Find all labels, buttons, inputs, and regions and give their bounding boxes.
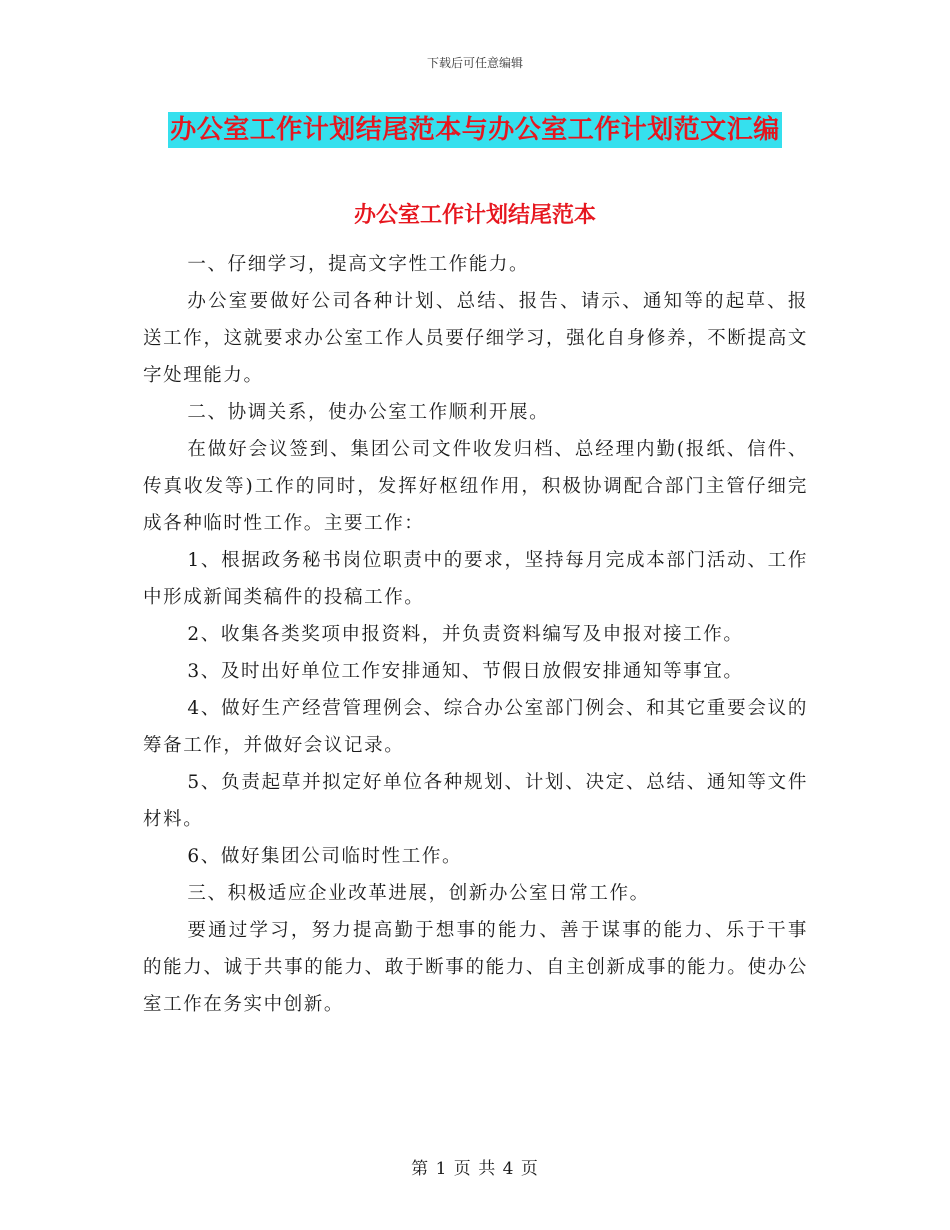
paragraph: 办公室要做好公司各种计划、总结、报告、请示、通知等的起草、报送工作，这就要求办公室工作人员要仔细学习，强化自身修养，不断提高文字处理能力。 — [143, 291, 808, 386]
section-title: 办公室工作计划结尾范本 — [353, 203, 596, 228]
paragraph: 三、积极适应企业改革进展，创新办公室日常工作。 — [187, 883, 650, 904]
paragraph: 1、根据政务秘书岗位职责中的要求，坚持每月完成本部门活动、工作中形成新闻类稿件的投稿工作。 — [143, 550, 808, 608]
page-footer: 第 1 页 共 4 页 — [411, 1159, 539, 1179]
paragraph: 4、做好生产经营管理例会、综合办公室部门例会、和其它重要会议的筹备工作，并做好会议记录。 — [143, 698, 808, 756]
paragraph: 3、及时出好单位工作安排通知、节假日放假安排通知等事宜。 — [187, 661, 744, 682]
paragraph: 2、收集各类奖项申报资料，并负责资料编写及申报对接工作。 — [187, 624, 744, 645]
document-body — [143, 246, 808, 1023]
main-title: 办公室工作计划结尾范本与办公室工作计划范文汇编 — [168, 112, 782, 148]
paragraph: 一、仔细学习，提高文字性工作能力。 — [187, 254, 530, 275]
paragraph: 5、负责起草并拟定好单位各种规划、计划、决定、总结、通知等文件材料。 — [143, 772, 808, 830]
paragraph: 二、协调关系，使办公室工作顺利开展。 — [187, 402, 550, 423]
paragraph: 要通过学习，努力提高勤于想事的能力、善于谋事的能力、乐于干事的能力、诚于共事的能力、敢于断事的能力、自主创新成事的能力。使办公室工作在务实中创新。 — [143, 920, 808, 1015]
main-title-container — [0, 112, 950, 148]
header-note: 下载后可任意编辑 — [426, 56, 523, 70]
paragraph: 在做好会议签到、集团公司文件收发归档、总经理内勤(报纸、信件、传真收发等)工作的同时，发挥好枢纽作用，积极协调配合部门主管仔细完成各种临时性工作。主要工作： — [143, 439, 808, 534]
paragraph: 6、做好集团公司临时性工作。 — [187, 846, 463, 867]
